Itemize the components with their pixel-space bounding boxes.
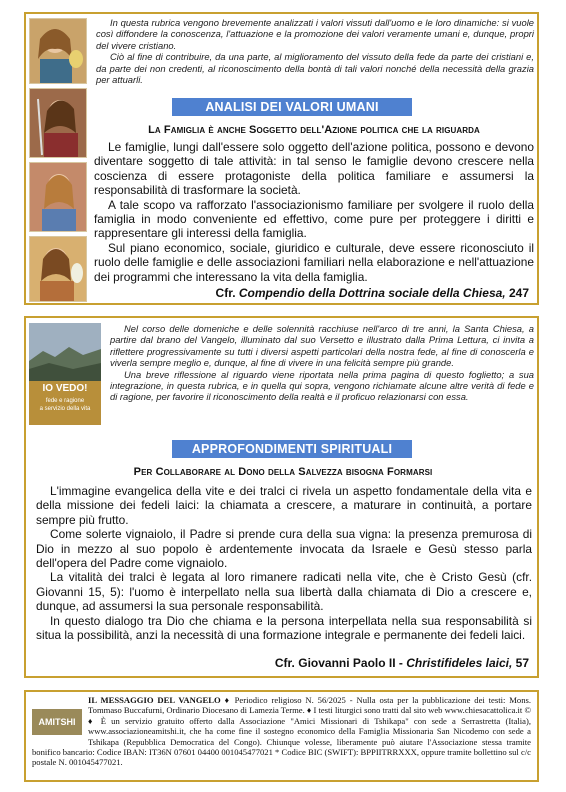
body-paragraph: Come solerte vignaiolo, il Padre si prende cura della sua vigna: la presenza premurosa di Dio in mezzo al suo popolo è ardentemente invocata da Israele e Gesù stesso parla dell'opera del Padre come vignaiolo. bbox=[36, 527, 532, 571]
logo-subtitle: a servizio della vita bbox=[39, 406, 91, 412]
article-title: Per Collaborare al Dono della Salvezza bisogna Formarsi bbox=[133, 466, 433, 478]
saint-portrait-3 bbox=[29, 162, 87, 232]
article-body bbox=[36, 484, 532, 642]
intro-paragraph: Nel corso delle domeniche e delle solennità racchiuse nell'arco di tre anni, la Santa Chiesa, a partire dal brano del Vangelo, illuminato dal suo Versetto e illustrato dalla Prima Lettura, ci invita a riflettere progressivamente su tutti i diversi aspetti particolari della nostra fede, al fine di conoscerla e viverla sempre meglio e, dunque, al fine di vivere in una felicità sempre più grande. bbox=[110, 323, 534, 369]
article-body bbox=[94, 140, 534, 284]
saint-portrait-1 bbox=[29, 18, 87, 84]
saint-portrait-2 bbox=[29, 88, 87, 158]
citation-work: Compendio della Dottrina sociale della Chiesa, bbox=[238, 286, 506, 300]
saint-portrait-4 bbox=[29, 236, 87, 302]
footer-text: ♦ Periodico religioso N. 56/2025 - Nulla osta per la pubblicazione dei testi: Mons. Tommaso Buccafurni, Ordinario Diocesano di Lamezia Terme. ♦ I testi liturgici sono tratti dal sito web www.chiesacattolica.it © ♦ È un servizio gratuito offerto dalla Associazione "Amici Missionari di Tshikapa" con sede a Serrastretta (Italia), www.associazioneamitshi.it, che ha come fine il sostegno economico della Famiglia Missionaria San Nicodemo con sede a Tshikapa (Repubblica Democratica del Congo). Chiunque volesse, liberamente può aiutare l'Associazione stessa tramite bonifico bancario: Codice IBAN: IT36N 07601 04400 001045477021 * Codice BIC (SWIFT): BPPIITRRXXX, oppure tramite bollettino sul c/c postale N. 001045477021. bbox=[32, 695, 532, 768]
spiritual-insights-section bbox=[24, 316, 539, 678]
citation-number: 57 bbox=[515, 656, 529, 670]
intro-paragraph: Una breve riflessione al riguardo viene riportata nella prima pagina di questo foglietto; a sua integrazione, in questa rubrica, e in quella qui sopra, vengono richiamate alcune altre verità di fede e di ragione, per favorire il riconoscimento della realtà e il proficuo relazionarsi con essa. bbox=[110, 368, 534, 403]
landscape-icon bbox=[29, 323, 101, 381]
citation-prefix: Cfr. Giovanni Paolo II - bbox=[274, 656, 403, 670]
logo-title: IO VEDO! bbox=[42, 383, 88, 394]
io-vedo-logo bbox=[29, 323, 101, 425]
amitshi-logo: AMITSHI bbox=[32, 709, 82, 735]
intro-paragraph: Ciò al fine di contribuire, da una parte, al miglioramento del vissuto della fede da parte dei cristiani e, da parte dei non credenti, al riconoscimento della bontà di tali valori nonché della necessità della grazia per attuarli. bbox=[96, 51, 534, 86]
citation-work: Christifideles laici, bbox=[406, 656, 513, 670]
body-paragraph: La vitalità dei tralci è legata al loro rimanere radicati nella vite, che è Cristo Gesù (cfr. Giovanni 15, 5): l'uomo è interpellato nella sua libertà dalla chiamata di Dio a crescere e, dunque, ad assumersi la sua personale responsabilità. bbox=[36, 570, 532, 614]
body-paragraph: In questo dialogo tra Dio che chiama e la persona interpellata nella sua responsabilità si situa la possibilità, anzi la necessità di una formazione integrale e permanente dei fedeli laici. bbox=[36, 613, 532, 643]
article-title: La Famiglia è anche Soggetto dell'Azione politica che la riguarda bbox=[148, 124, 480, 136]
body-paragraph: Le famiglie, lungi dall'essere solo oggetto dell'azione politica, possono e devono diventare soggetto di tale attività: in tal senso le famiglie devono crescere nella coscienza di essere protagoniste della politica familiare e assumersi la responsabilità di trasformare la società. bbox=[94, 140, 534, 198]
body-paragraph: Sul piano economico, sociale, giuridico e culturale, deve essere riconosciuto il ruolo delle famiglie e delle associazioni familiari nella elaborazione e nell'attuazione dei programmi che interessano la vita della famiglia. bbox=[94, 240, 534, 284]
publication-footer bbox=[24, 690, 539, 782]
citation bbox=[275, 656, 529, 670]
footer-heading: IL MESSAGGIO DEL VANGELO bbox=[88, 695, 221, 705]
logo-subtitle: fede e ragione bbox=[45, 398, 85, 404]
section-banner: ANALISI DEI VALORI UMANI bbox=[172, 98, 412, 116]
body-paragraph: L'immagine evangelica della vite e dei tralci ci rivela un aspetto fondamentale della vita e della missione dei fedeli laici: la chiamata a crescere, a maturare in continuità, a portare sempre più frutto. bbox=[36, 484, 532, 527]
section-intro bbox=[96, 17, 534, 85]
human-values-section bbox=[24, 12, 539, 305]
citation-number: 247 bbox=[508, 286, 529, 300]
body-paragraph: A tale scopo va rafforzato l'associazionismo familiare per svolgere il ruolo della famiglia in modo conveniente ed effettivo, come pure per proteggere i diritti e rappresentare gli interessi della famiglia. bbox=[94, 197, 534, 241]
citation bbox=[216, 286, 529, 300]
section-intro bbox=[110, 323, 534, 403]
citation-prefix: Cfr. bbox=[215, 286, 236, 300]
section-banner: APPROFONDIMENTI SPIRITUALI bbox=[172, 440, 412, 458]
intro-paragraph: In questa rubrica vengono brevemente analizzati i valori vissuti dall'uomo e le loro dinamiche: si vuole così diffondere la conoscenza, l'attuazione e la promozione dei valori veramente umani e, dunque, propri del vivere cristiano. bbox=[96, 17, 534, 51]
